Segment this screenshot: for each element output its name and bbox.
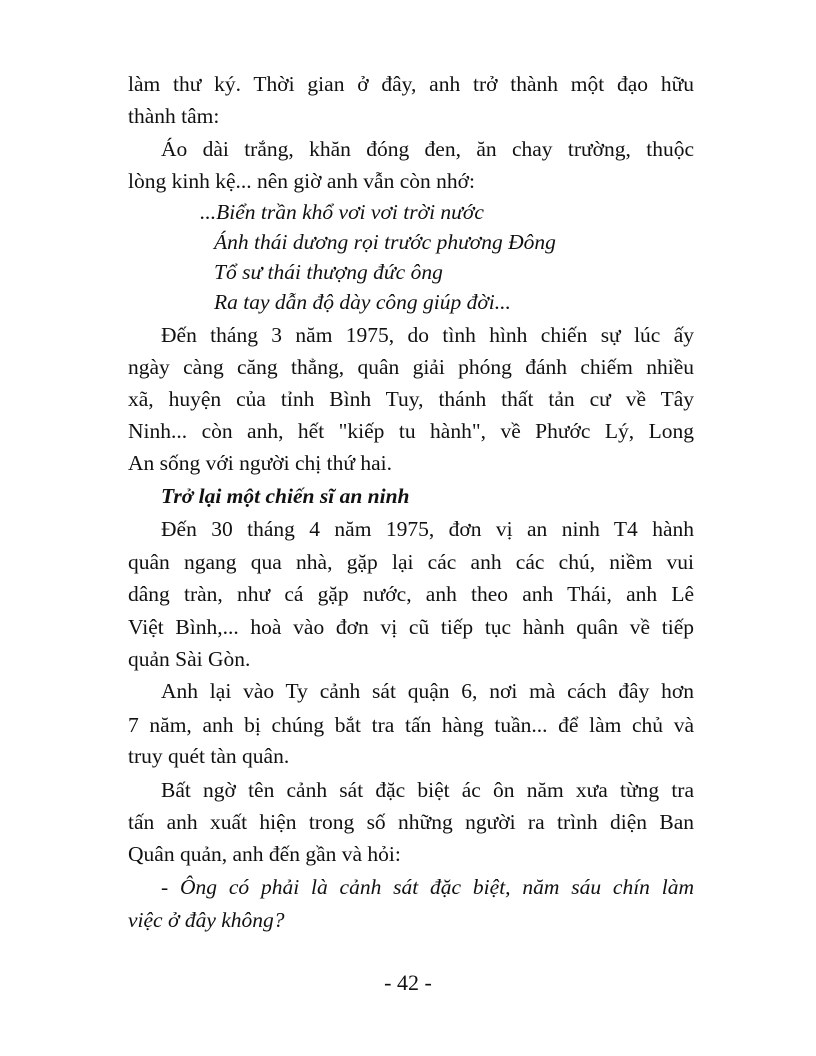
text-line: 7 năm, anh bị chúng bắt tra tấn hàng tuần... để làm chủ và (128, 713, 694, 737)
text-line: ngày càng căng thẳng, quân giải phóng đánh chiếm nhiều (128, 355, 694, 379)
poem-line: ...Biển trần khổ vơi vơi trời nước (200, 200, 484, 224)
text-line: Anh lại vào Ty cảnh sát quận 6, nơi mà cách đây hơn (161, 679, 694, 703)
text-line: xã, huyện của tỉnh Bình Tuy, thánh thất tản cư về Tây (128, 387, 694, 411)
dialogue-line: - Ông có phải là cảnh sát đặc biệt, năm sáu chín làm (161, 875, 694, 899)
text-line: lòng kinh kệ... nên giờ anh vẫn còn nhớ: (128, 169, 475, 193)
text-line: dâng tràn, như cá gặp nước, anh theo anh Thái, anh Lê (128, 582, 694, 606)
poem-line: Ra tay dẫn độ dày công giúp đời... (214, 290, 511, 314)
text-line: quân ngang qua nhà, gặp lại các anh các chú, niềm vui (128, 550, 694, 574)
text-line: tấn anh xuất hiện trong số những người ra trình diện Ban (128, 810, 694, 834)
poem-line: Tổ sư thái thượng đức ông (214, 260, 443, 284)
text-line: Việt Bình,... hoà vào đơn vị cũ tiếp tục hành quân về tiếp (128, 615, 694, 639)
text-line: Áo dài trắng, khăn đóng đen, ăn chay trường, thuộc (161, 137, 694, 161)
text-line: quản Sài Gòn. (128, 647, 251, 671)
text-line: An sống với người chị thứ hai. (128, 451, 393, 475)
text-line: Ninh... còn anh, hết "kiếp tu hành", về Phước Lý, Long (128, 419, 694, 443)
page-number: - 42 - (384, 970, 432, 995)
text-line: Quân quản, anh đến gần và hỏi: (128, 842, 401, 866)
text-line: làm thư ký. Thời gian ở đây, anh trở thành một đạo hữu (128, 72, 694, 96)
text-line: Đến 30 tháng 4 năm 1975, đơn vị an ninh T4 hành (161, 517, 694, 541)
text-line: Đến tháng 3 năm 1975, do tình hình chiến sự lúc ấy (161, 323, 694, 347)
dialogue-line: việc ở đây không? (128, 908, 285, 932)
text-line: thành tâm: (128, 104, 220, 128)
text-line: truy quét tàn quân. (128, 744, 290, 768)
poem-line: Ánh thái dương rọi trước phương Đông (214, 230, 556, 254)
text-line: Bất ngờ tên cảnh sát đặc biệt ác ôn năm xưa từng tra (161, 778, 694, 802)
section-heading: Trở lại một chiến sĩ an ninh (161, 484, 410, 508)
